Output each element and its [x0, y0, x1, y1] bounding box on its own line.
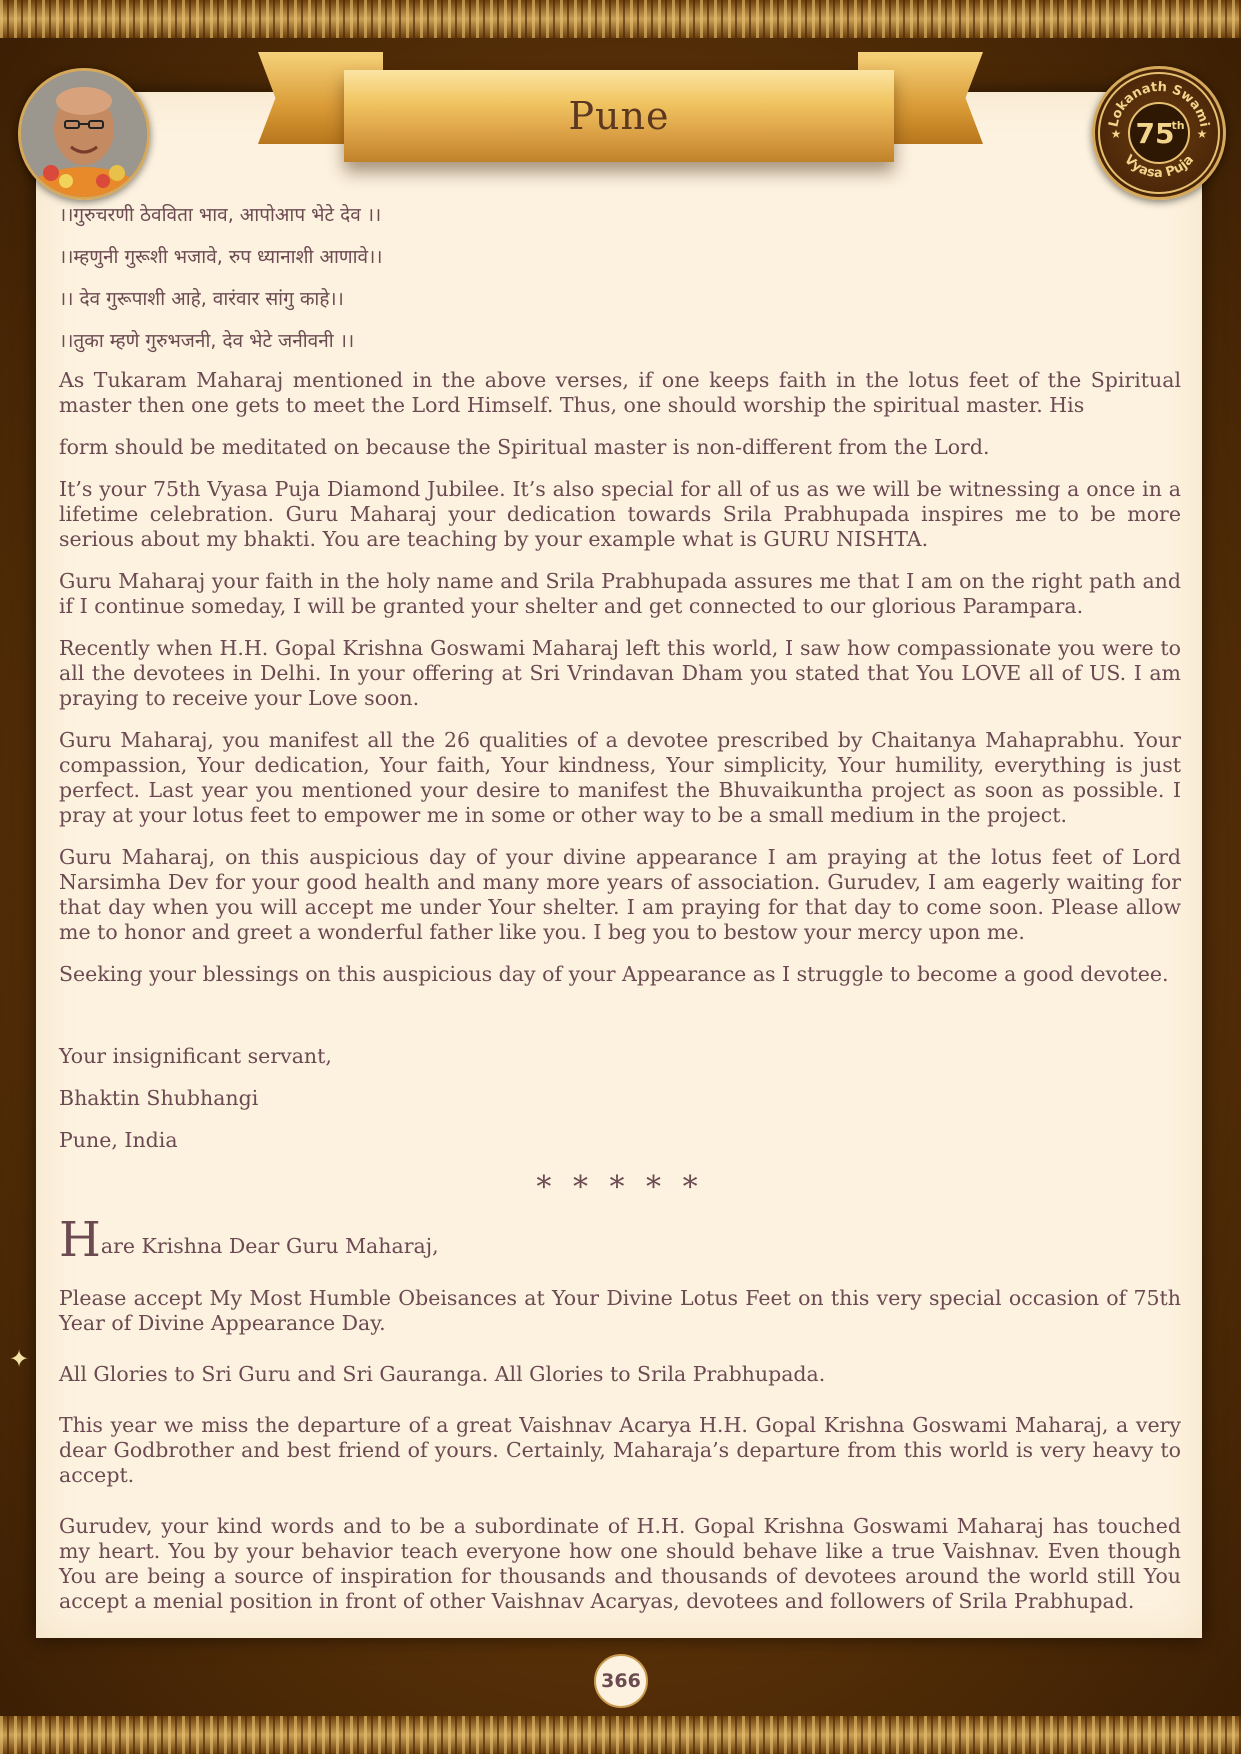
- svg-text:th: th: [1171, 119, 1185, 132]
- section-divider: * * * * *: [536, 1170, 704, 1205]
- letter1-paragraph: Seeking your blessings on this auspicious day of your Appearance as I struggle to become a good devotee.: [59, 962, 1169, 986]
- letter1-paragraph: form should be meditated on because the Spiritual master is non-different from the Lord.: [59, 435, 990, 459]
- letter1-paragraph: As Tukaram Maharaj mentioned in the above verses, if one keeps faith in the lotus feet of the Spiritual master then one gets to meet the Lord Himself. Thus, one should worship the spiritual master. His: [59, 368, 1181, 417]
- spacer: [59, 1004, 1181, 1044]
- signature-closing: Your insignificant servant,: [59, 1044, 332, 1068]
- svg-text:Lokanath Swami: Lokanath Swami: [1106, 79, 1212, 129]
- verse-line: ।।गुरुचरणी ठेवविता भाव, आपोआप भेटे देव ।।: [59, 204, 382, 226]
- svg-text:★: ★: [1110, 127, 1122, 141]
- sparkle-icon: ✦: [8, 1345, 30, 1373]
- letter2-paragraph: This year we miss the departure of a great Vaishnav Acarya H.H. Gopal Krishna Goswami Maharaj, a very dear Godbrother and best friend of yours. Certainly, Maharaja’s departure from this world is very heavy to accept.: [59, 1413, 1181, 1487]
- letter2-paragraph: Please accept My Most Humble Obeisances at Your Divine Lotus Feet on this very special occasion of 75th Year of Divine Appearance Day.: [59, 1286, 1181, 1335]
- decorative-border-top: [0, 0, 1241, 38]
- title-ribbon: [344, 70, 894, 162]
- letter1-paragraph: Guru Maharaj, on this auspicious day of your divine appearance I am praying at the lotus feet of Lord Narsimha Dev for your good health and many more years of association. Gurudev, I am eagerly waiting for that day when you will accept me under Your shelter. I am praying for that day to come soon. Please allow me to honor and greet a wonderful father like you. I beg you to bestow your mercy upon me.: [59, 845, 1181, 944]
- signature-name: Bhaktin Shubhangi: [59, 1086, 259, 1110]
- svg-text:★: ★: [1196, 127, 1208, 141]
- svg-text:Vyasa Puja: Vyasa Puja: [1121, 152, 1197, 182]
- verse-line: ।। देव गुरूपाशी आहे, वारंवार सांगु काहे।।: [59, 288, 344, 310]
- letter1-paragraph: Guru Maharaj your faith in the holy name and Srila Prabhupada assures me that I am on the right path and if I continue someday, I will be granted your shelter and get connected to our glorious Parampara.: [59, 569, 1181, 618]
- vyasa-puja-75th-seal: [1092, 66, 1226, 200]
- svg-text:75: 75: [1135, 117, 1175, 150]
- drop-cap: H: [59, 1212, 101, 1268]
- portrait-illustration: [21, 71, 147, 197]
- author-portrait: [18, 68, 150, 200]
- verse-line: ।।तुका म्हणे गुरुभजनी, देव भेटे जनीवनी ।।: [59, 330, 355, 352]
- page-title: Pune: [568, 94, 670, 138]
- page-number: 366: [594, 1654, 648, 1708]
- letter2-paragraph: Gurudev, your kind words and to be a subordinate of H.H. Gopal Krishna Goswami Maharaj has touched my heart. You by your behavior teach everyone how one should behave like a true Vaishnav. Even though You are being a source of inspiration for thousands and thousands of devotees around the world still You accept a menial position in front of other Vaishnav Acaryas, devotees and followers of Srila Prabhupad.: [59, 1514, 1181, 1613]
- verse-line: ।।म्हणुनी गुरूशी भजावे, रुप ध्यानाशी आणावे।।: [59, 246, 383, 268]
- letter-content: [59, 200, 1181, 1640]
- letter2-greeting: [59, 1212, 1181, 1268]
- seal-emblem: [1095, 69, 1223, 197]
- letter1-paragraph: Guru Maharaj, you manifest all the 26 qualities of a devotee prescribed by Chaitanya Mahaprabhu. Your compassion, Your dedication, Your faith, Your kindness, Your simplicity, Your humility, everything is just perfect. Last year you mentioned your desire to manifest the Bhuvaikuntha project as soon as possible. I pray at your lotus feet to empower me in some or other way to be a small medium in the project.: [59, 728, 1181, 827]
- letter1-paragraph: It’s your 75th Vyasa Puja Diamond Jubilee. It’s also special for all of us as we will be witnessing a once in a lifetime celebration. Guru Maharaj your dedication towards Srila Prabhupada inspires me to be more serious about my bhakti. You are teaching by your example what is GURU NISHTA.: [59, 477, 1181, 551]
- decorative-border-bottom: [0, 1716, 1241, 1754]
- greeting-text: are Krishna Dear Guru Maharaj,: [100, 1234, 439, 1258]
- letter1-paragraph: Recently when H.H. Gopal Krishna Goswami Maharaj left this world, I saw how compassionate you were to all the devotees in Delhi. In your offering at Sri Vrindavan Dham you stated that You LOVE all of US. I am praying to receive your Love soon.: [59, 636, 1181, 710]
- letter2-paragraph: All Glories to Sri Guru and Sri Gauranga. All Glories to Srila Prabhupada.: [59, 1362, 826, 1386]
- signature-place: Pune, India: [59, 1128, 178, 1152]
